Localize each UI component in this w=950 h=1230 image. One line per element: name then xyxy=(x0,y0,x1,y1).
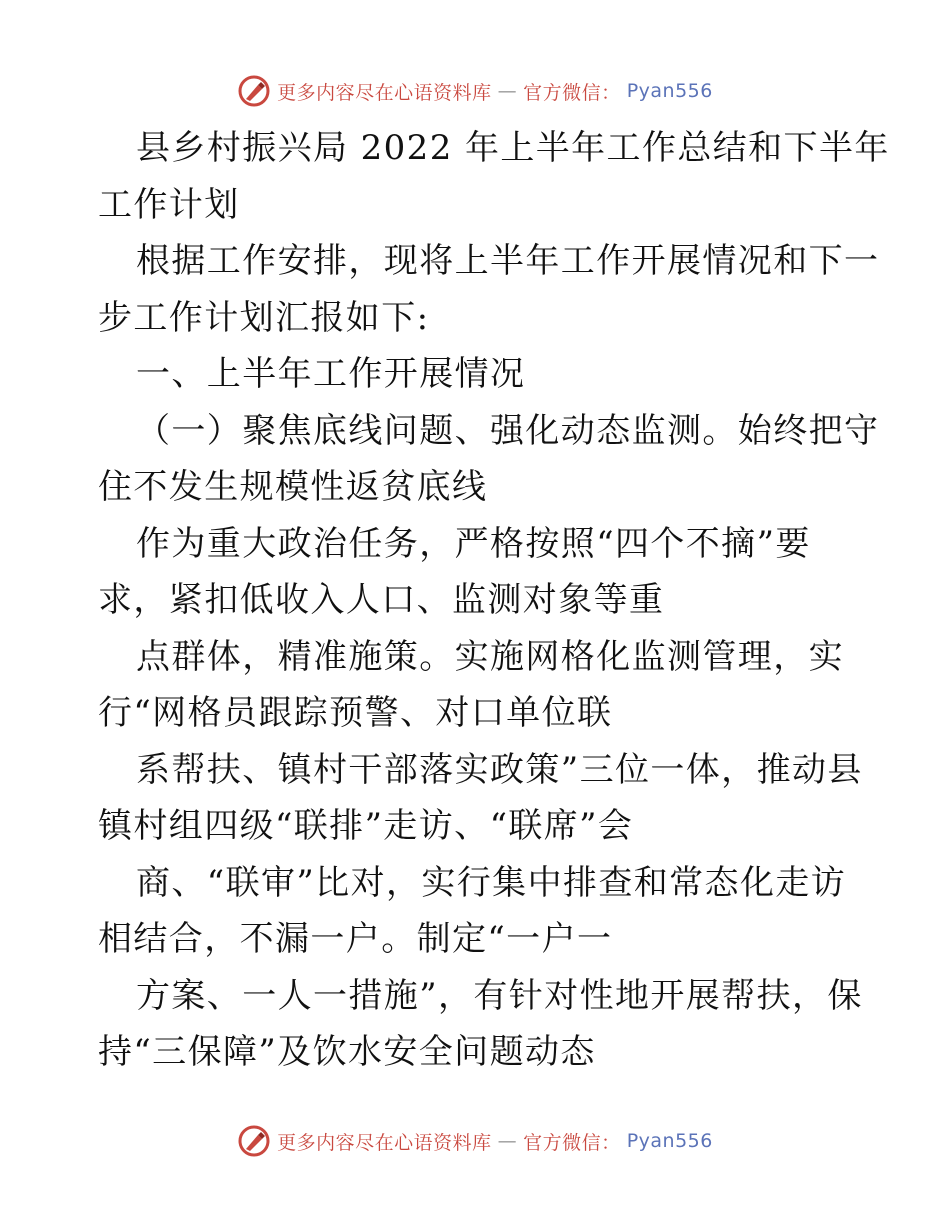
paragraph-line: （一）聚焦底线问题、强化动态监测。始终把守 xyxy=(136,410,880,451)
paragraph-line: 持“三保障”及饮水安全问题动态 xyxy=(98,1032,596,1072)
pen-logo-icon xyxy=(237,74,271,108)
paragraph-line: 一、上半年工作开展情况 xyxy=(136,354,526,394)
document-body xyxy=(98,120,890,1081)
watermark-handle: Pyan556 xyxy=(626,1130,713,1152)
paragraph-line: 求，紧扣低收入人口、监测对象等重 xyxy=(98,580,665,620)
paragraph-line: 点群体，精准施策。实施网格化监测管理，实 xyxy=(136,636,844,677)
paragraph-line: 工作计划 xyxy=(98,184,240,225)
paragraph-line: 步工作计划汇报如下: xyxy=(98,297,430,338)
paragraph-line: 行“网格员跟踪预警、对口单位联 xyxy=(98,693,613,733)
watermark-official: 官方微信： xyxy=(523,81,621,104)
pen-logo-icon xyxy=(237,1124,271,1158)
watermark-official: 官方微信： xyxy=(523,1131,621,1154)
watermark-text: 更多内容尽在心语资料库 xyxy=(277,81,492,104)
paragraph-line: 住不发生规模性返贫底线 xyxy=(98,467,488,507)
footer-watermark xyxy=(0,1124,950,1158)
paragraph-line: 县乡村振兴局 2022 年上半年工作总结和下半年 xyxy=(136,128,890,168)
paragraph-line: 根据工作安排，现将上半年工作开展情况和下一 xyxy=(136,241,880,281)
watermark-handle: Pyan556 xyxy=(626,80,713,102)
paragraph-line: 方案、一人一措施”，有针对性地开展帮扶，保 xyxy=(136,975,863,1016)
watermark-dash: — xyxy=(497,1130,518,1152)
paragraph-line: 作为重大政治任务，严格按照“四个不摘”要 xyxy=(136,523,811,564)
watermark-text: 更多内容尽在心语资料库 xyxy=(277,1131,492,1154)
paragraph-line: 系帮扶、镇村干部落实政策”三位一体，推动县 xyxy=(136,749,863,790)
paragraph-line: 商、“联审”比对，实行集中排查和常态化走访 xyxy=(136,862,847,903)
paragraph-line: 相结合，不漏一户。制定“一户一 xyxy=(98,919,613,959)
paragraph-line: 镇村组四级“联排”走访、“联席”会 xyxy=(98,806,634,846)
watermark-dash: — xyxy=(497,80,518,102)
header-watermark xyxy=(0,74,950,108)
